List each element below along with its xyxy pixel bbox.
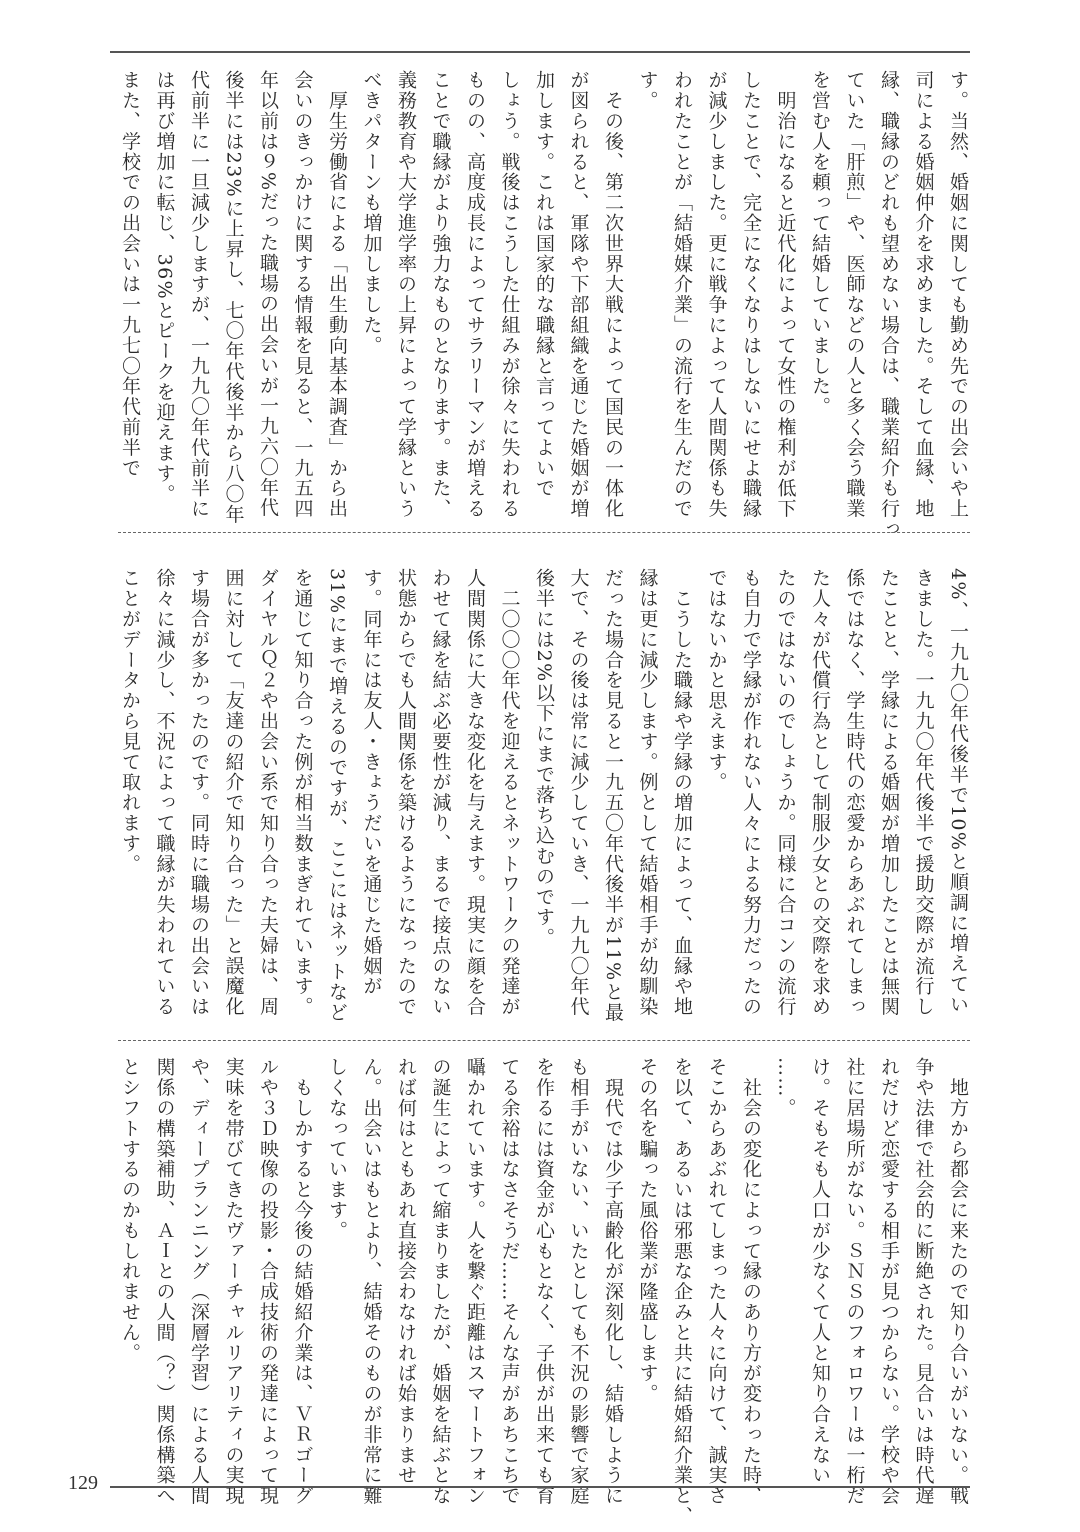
text-column: 関係の構築補助、ＡＩとの人間（？）関係構築へ <box>153 1057 176 1506</box>
text-column: を以て、あるいは邪悪な企みと共に結婚紹介業と、 <box>671 1057 693 1527</box>
text-column: たのではないのでしょうか。同様に合コンの流行 <box>774 568 797 1017</box>
text-column: 地方から都会に来たので知り合いがいない。戦 <box>947 1057 969 1506</box>
text-column: 司による婚姻仲介を求めました。そして血縁、地 <box>912 70 935 519</box>
text-column: しくなっています。 <box>326 1057 348 1241</box>
text-column: 実味を帯びてきたヴァーチャルリアリティの実現 <box>222 1057 245 1506</box>
text-column: 代前半に一旦減少しますが、一九九〇年代前半に <box>188 70 210 519</box>
text-column: ん。出会いはもとより、結婚そのものが非常に難 <box>360 1057 383 1506</box>
page-number: 129 <box>68 1472 98 1494</box>
text-column: を通じて知り合った例が相当数まぎれています。 <box>291 568 314 1017</box>
text-column: 争や法律で社会的に断絶された。見合いは時代遅 <box>912 1057 935 1506</box>
text-column: ルや３Ｄ映像の投影・合成技術の発達によって現 <box>257 1057 279 1506</box>
text-tier-3 <box>113 1057 975 1526</box>
text-column: もしかすると今後の結婚紹介業は、ＶＲゴーグ <box>291 1057 314 1506</box>
top-rule <box>110 51 970 53</box>
text-column: 会いのきっかけに関する情報を見ると、一九五四 <box>291 70 314 519</box>
text-column: が減少しました。更に戦争によって人間関係も失 <box>705 70 728 519</box>
text-column: を作るには資金が心もとなく、子供が出来ても育 <box>533 1057 555 1506</box>
text-column: 加します。これは国家的な職縁と言ってよいで <box>533 70 555 499</box>
tier-divider <box>118 1040 970 1041</box>
text-column: 二〇〇〇年代を迎えるとネットワークの発達が <box>498 568 521 1017</box>
text-column: 後半には23%に上昇し、七〇年代後半から八〇年 <box>222 70 245 525</box>
text-column: ことで職縁がより強力なものとなります。また、 <box>429 70 452 519</box>
text-column: べきパターンも増加しました。 <box>360 70 383 356</box>
text-column: ではないかと思えます。 <box>705 568 728 793</box>
text-column: も相手がいない、いたとしても不況の影響で家庭 <box>567 1057 590 1506</box>
text-column: 人間関係に大きな変化を与えます。現実に顔を合 <box>464 568 486 1017</box>
text-column: 社会の変化によって縁のあり方が変わった時、 <box>740 1057 762 1506</box>
text-column: 状態からでも人間関係を築けるようになったので <box>395 568 417 1017</box>
text-column: た人々が代償行為として制服少女との交際を求め <box>809 568 831 1017</box>
text-column: 徐々に減少し、不況によって職縁が失われている <box>153 568 176 1017</box>
text-column: ことがデータから見て取れます。 <box>119 568 141 874</box>
text-column: す。同年には友人・きょうだいを通じた婚姻が <box>360 568 383 997</box>
text-column: 係ではなく、学生時代の恋愛からあぶれてしまっ <box>843 568 866 1017</box>
text-column: す。 <box>636 70 659 111</box>
text-column: や、ディープランニング（深層学習）による人間 <box>188 1057 210 1506</box>
text-column: こうした職縁や学縁の増加によって、血縁や地 <box>671 568 693 1017</box>
text-column: 縁、職縁のどれも望めない場合は、職業紹介も行っ <box>878 70 900 540</box>
text-column: 現代では少子高齢化が深刻化し、結婚しように <box>602 1057 624 1506</box>
text-column: す。当然、婚姻に関しても勤め先での出会いや上 <box>947 70 969 519</box>
text-column: 囁かれています。人を繋ぐ距離はスマートフォン <box>464 1057 486 1506</box>
text-column: わせて縁を結ぶ必要性が減り、まるで接点のない <box>429 568 452 1017</box>
text-column: 厚生労働省による「出生動向基本調査」から出 <box>326 70 348 519</box>
text-column: きました。一九九〇年代後半で援助交際が流行し <box>912 568 935 1017</box>
bottom-rule <box>110 1486 970 1488</box>
text-column: だった場合を見ると一九五〇年代後半が11%と最 <box>602 568 624 1023</box>
text-column: 義務教育や大学進学率の上昇によって学縁という <box>395 70 417 519</box>
text-column: す場合が多かったのです。同時に職場の出会いは <box>188 568 210 1017</box>
text-column: 囲に対して「友達の紹介で知り合った」と誤魔化 <box>222 568 245 1017</box>
text-column: その後、第二次世界大戦によって国民の一体化 <box>602 70 624 519</box>
text-column: 社に居場所がない。ＳＮＳのフォロワーは一桁だ <box>843 1057 866 1506</box>
text-column: 明治になると近代化によって女性の権利が低下 <box>774 70 797 519</box>
text-column: われたことが「結婚媒介業」の流行を生んだので <box>671 70 693 519</box>
text-column: の誕生によって縮まりましたが、婚姻を結ぶとな <box>429 1057 452 1506</box>
text-column: たことと、学縁による婚姻が増加したことは無関 <box>878 568 900 1017</box>
tier-divider <box>118 532 970 533</box>
text-column: れだけど恋愛する相手が見つからない。学校や会 <box>878 1057 900 1506</box>
text-column: ていた「肝煎」や、医師などの人と多く会う職業 <box>843 70 866 519</box>
text-column: てる余裕はなさそうだ……そんな声があちこちで <box>498 1057 521 1506</box>
text-column: 4%、一九九〇年代後半で10%と順調に増えてい <box>947 568 969 1015</box>
text-column: け。そもそも人口が少なくて人と知り合えない <box>809 1057 831 1486</box>
text-column: 大で、その後は常に減少していき、一九九〇年代 <box>567 568 590 1017</box>
text-column: も自力で学縁が作れない人々による努力だったの <box>740 568 762 1017</box>
text-column: しょう。戦後はこうした仕組みが徐々に失われる <box>498 70 521 519</box>
text-column: とシフトするのかもしれません。 <box>119 1057 141 1363</box>
text-column: 年以前は９%だった職場の出会いが一九六〇年代 <box>257 70 279 518</box>
text-column: また、学校での出会いは一九七〇年代前半で <box>119 70 141 478</box>
text-column: ……。 <box>774 1057 797 1119</box>
text-column: れば何はともあれ直接会わなければ始まりませ <box>395 1057 417 1486</box>
text-column: ダイヤルＱ２や出会い系で知り合った夫婦は、周 <box>257 568 279 1017</box>
text-column: したことで、完全になくなりはしないにせよ職縁 <box>740 70 762 519</box>
text-column: を営む人を頼って結婚していました。 <box>809 70 831 417</box>
text-column: が図られると、軍隊や下部組織を通じた婚姻が増 <box>567 70 590 519</box>
text-tier-1 <box>113 70 975 539</box>
text-column: は再び増加に転じ、36%とピークを迎えます。 <box>153 70 176 505</box>
text-column: 縁は更に減少します。例として結婚相手が幼馴染 <box>636 568 659 1017</box>
text-column: 31%にまで増えるのですが、ここにはネットなど <box>326 568 348 1023</box>
text-column: その名を騙った風俗業が隆盛します。 <box>636 1057 659 1404</box>
text-tier-2 <box>113 568 975 1022</box>
text-column: そこからあぶれてしまった人々に向けて、誠実さ <box>705 1057 728 1506</box>
text-column: 後半には2%以下にまで落ち込むのです。 <box>533 568 555 948</box>
text-column: ものの、高度成長によってサラリーマンが増える <box>464 70 486 519</box>
